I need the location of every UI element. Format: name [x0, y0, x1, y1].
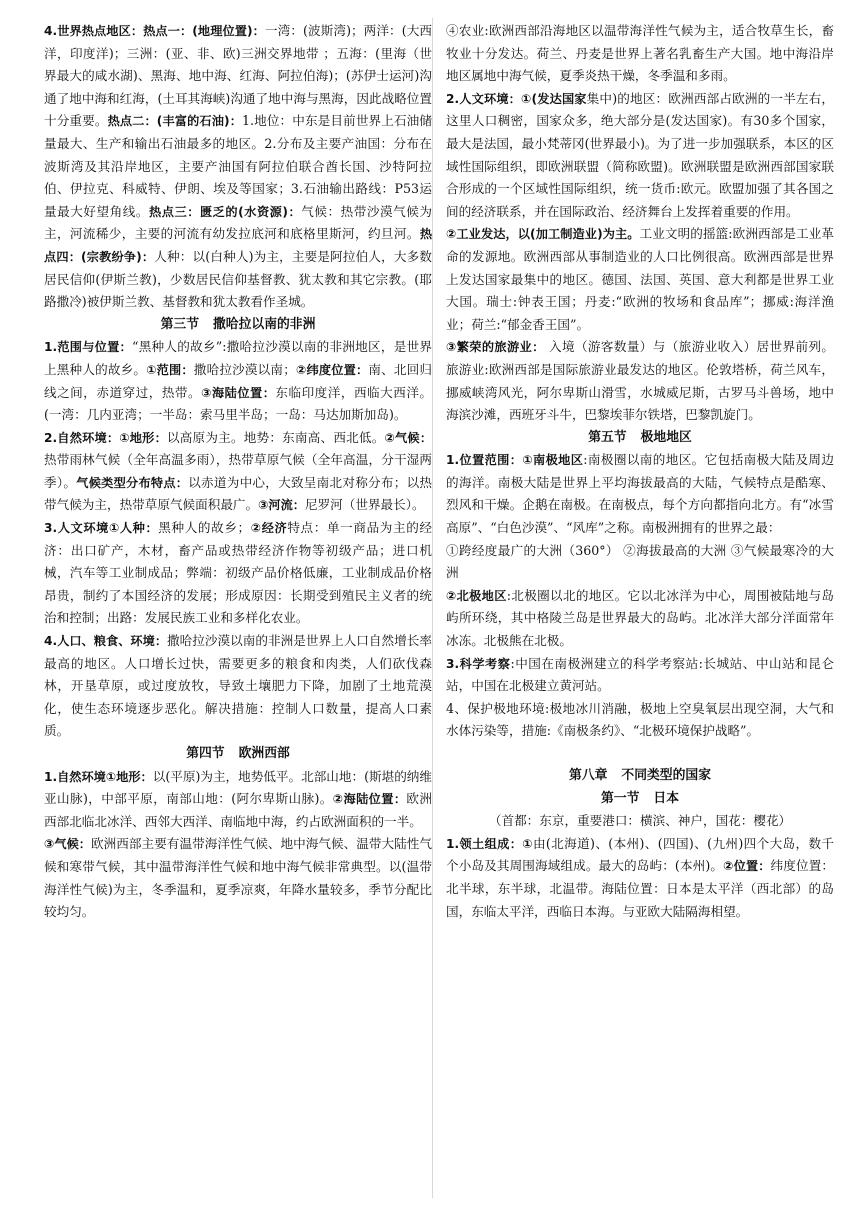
- paragraph-europe-industry: ②工业发达，以(加工制造业)为主。工业文明的摇篮:欧洲西部是工业革命的发源地。欧洲西部从事制造业的人口比例很高。欧洲西部是世界上发达国家最集中的地区。德国、法国、英国、意大利都是世界工业大国。瑞士:钟表王国；丹麦:“欧洲的牧场和食品库”；挪威:海洋渔业；荷兰:“郁金香王国”。: [446, 226, 834, 332]
- paragraph-japan-territory: 1.领土组成：①由(北海道)、(本州)、(四国)、(九州)四个大岛，数千个小岛及其周围海域组成。最大的岛屿：(本州)。②位置：纬度位置：北半球，东半球，北温带。海陆位置：日本是太平洋（西北部）的岛国，东临太平洋，西临日本海。与亚欧大陆隔海相望。: [446, 835, 835, 919]
- section-heading-polar: 第五节 极地地区: [588, 429, 692, 445]
- left-column: [44, 20, 432, 924]
- paragraph-africa-population: 4.人口、粮食、环境：撒哈拉沙漠以南的非洲是世界上人口自然增长率最高的地区。人口增长过快，需要更多的粮食和肉类，人们砍伐森林，开垦草原，或过度放牧，导致土壤肥力下降，加剧了土地荒漠化，使生态环境逐步恶化。解决措施：控制人口数量，提高人口素质。: [44, 633, 432, 739]
- paragraph-polar-research: 3.科学考察:中国在南极洲建立的科学考察站:长城站、中山站和昆仑站，中国在北极建立黄河站。: [446, 655, 834, 694]
- chapter-heading: 第八章 不同类型的国家: [569, 768, 711, 783]
- paragraph-europe-climate: ③气候：欧洲西部主要有温带海洋性气候、地中海气候、温带大陆性气候和寒带气候，其中温带海洋性气候和地中海气候非常典型。以(温带海洋性气候)为主，冬季温和，夏季凉爽，年降水量较多，季节分配比较均匀。: [44, 836, 432, 920]
- paragraph-world-hotspots: 4.世界热点地区：热点一：(地理位置)：一湾：(波斯湾)；两洋：(大西洋，印度洋)；三洲：(亚、非、欧)三洲交界地带 ；五海：(里海（世界最大的咸水湖)、黑海、地中海、红海、阿拉伯海)；(苏伊士运河)沟通了地中海和红海，(土耳其海峡)沟通了地中海与黑海，因此战略位置十分重要。热点二：(丰富的石油)：1.地位：中东是目前世界上石油储量最大、生产和输出石油最多的地区。2.分布及主要产油国：分布在波斯湾及其沿岸地区，主要产油国有阿拉伯联合酋长国、沙特阿拉伯、伊拉克、科威特、伊朗、埃及等国家；3.石油输出路线：P53运量最大好望角线。热点三：匮乏的(水资源)：气候：热带沙漠气候为主，河流稀少，主要的河流有幼发拉底河和底格里斯河，约旦河。热点四：(宗教纷争)：人种：以(白种人)为主，主要是阿拉伯人，大多数居民信仰(伊斯兰教)，少数居民信仰基督教、犹太教和其它宗教。(耶路撒冷)被伊斯兰教、基督教和犹太教看作圣城。: [44, 23, 433, 310]
- paragraph-africa-human: 3.人文环境①人种：黑种人的故乡；②经济特点：单一商品为主的经济：出口矿产，木材，畜产品或热带经济作物等初级产品；进口机械，汽车等工业制成品；弊端：初级产品价格低廉，工业制成品价格昂贵，制约了本国经济的发展；形成原因：长期受到殖民主义者的统治和控制；出路：发展民族工业和多样化农业。: [44, 520, 433, 626]
- paragraph-africa-location: 1.范围与位置：“黑种人的故乡”:撒哈拉沙漠以南的非洲地区，是世界上黑种人的故乡。①范围：撒哈拉沙漠以南；②纬度位置：南、北回归线之间，赤道穿过，热带。③海陆位置：东临印度洋，西临大西洋。(一湾：几内亚湾；一半岛：索马里半岛；一岛：马达加斯加岛)。: [44, 339, 433, 423]
- paragraph-arctic: ②北极地区:北极圈以北的地区。它以北冰洋为中心，周围被陆地与岛屿所环绕，其中格陵兰岛是世界最大的岛屿。北冰洋大部分洋面常年冰冻。北极熊在北极。: [446, 587, 834, 649]
- section-heading-japan: 第一节 日本: [601, 790, 679, 806]
- column-divider: [432, 18, 433, 1198]
- paragraph-europe-tourism: ③繁荣的旅游业： 入境（游客数量）与（旅游业收入）居世界前列。旅游业:欧洲西部是国际旅游业最发达的地区。伦敦塔桥，荷兰风车，挪威峡湾风光，阿尔卑斯山滑雪，水城威尼斯，古罗马斗兽场，地中海滨沙滩，西班牙斗牛，巴黎埃菲尔铁塔，巴黎凯旋门。: [446, 339, 834, 423]
- paragraph-africa-nature: 2.自然环境：①地形：以高原为主。地势：东南高、西北低。②气候：热带雨林气候（全年高温多雨），热带草原气候（全年高温，分干湿两季）。气候类型分布特点：以赤道为中心，大致呈南北对称分布；以热带气候为主，热带草原气候面积最广。③河流：尼罗河（世界最长）。: [44, 429, 433, 513]
- section-heading-western-europe: 第四节 欧洲西部: [186, 746, 290, 761]
- paragraph-antarctic: 1.位置范围：①南极地区:南极圈以南的地区。它包括南极大陆及周边的海洋。南极大陆是世界上平均海拔最高的大陆，气候特点是酷寒、烈风和干燥。企鹅在南极。在南极点，每个方向都指向北方。有“冰雪高原”、“白色沙漠”、“风库”之称。南极洲拥有的世界之最：: [446, 452, 834, 536]
- japan-info-line: （首都：东京，重要港口：横滨、神户，国花：樱花）: [488, 813, 792, 829]
- paragraph-europe-nature: 1.自然环境①地形：以(平原)为主，地势低平。北部山地：(斯堪的纳维亚山脉)，中部平原，南部山地：(阿尔卑斯山脉)。②海陆位置：欧洲西部北临北冰洋、西邻大西洋、南临地中海，约占欧洲面积的一半。: [44, 768, 433, 829]
- paragraph-europe-agriculture: ④农业:欧洲西部沿海地区以温带海洋性气候为主，适合牧草生长，畜牧业十分发达。荷兰、丹麦是世界上著名乳畜生产大国。地中海沿岸地区属地中海气候，夏季炎热干燥，冬季温和多雨。: [446, 23, 834, 84]
- right-column: [446, 20, 834, 923]
- paragraph-europe-human: 2.人文环境：①(发达国家集中)的地区：欧洲西部占欧洲的一半左右，这里人口稠密，国家众多，绝大部分是(发达国家)。有30多个国家，最大是法国，最小梵蒂冈(世界最小)。为了进一步加强联系，本区的区域性国际组织，即欧洲联盟（简称欧盟)。欧洲联盟是欧洲西部国家联合形成的一个区域性国际组织，统一货币:欧元。欧盟加强了其各国之间的经济联系，并在国际政治、经济舞台上发挥着重要的作用。: [446, 90, 834, 219]
- paragraph-polar-protection: 4、保护极地环境:极地冰川消融，极地上空臭氧层出现空洞，大气和水体污染等，措施:《南极条约》、“北极环境保护战略”。: [446, 700, 834, 739]
- paragraph-antarctic-records: ①跨经度最广的大洲（360°） ②海拔最高的大洲 ③气候最寒冷的大洲: [446, 542, 834, 581]
- section-heading-africa: 第三节 撒哈拉以南的非洲: [160, 316, 316, 332]
